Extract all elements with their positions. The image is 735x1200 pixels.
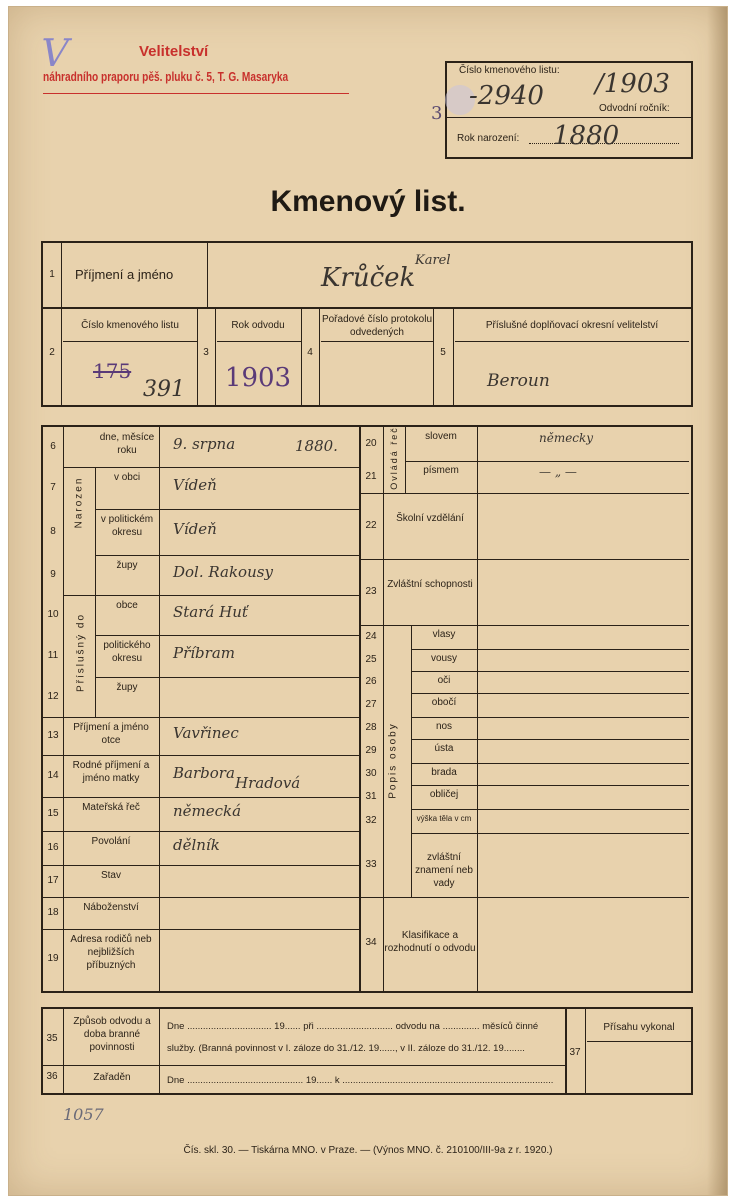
right-row-label: zvláštní znamení neb vady <box>415 852 473 889</box>
right-row-label: Školní vzdělání <box>396 513 464 524</box>
row2-odvod-label: Rok odvodu <box>231 320 285 331</box>
stamp-line-1: Velitelství <box>139 43 209 60</box>
left-row-num: 11 <box>47 650 59 661</box>
right-row-label: obočí <box>431 697 457 708</box>
left-row-value: německá <box>173 802 242 820</box>
left-row-label: župy <box>116 560 138 571</box>
row37-num: 37 <box>569 1047 581 1058</box>
row36-line: Dne ............................................ 19...... k ................................................................................ <box>167 1075 554 1086</box>
row2-cislo-new: 391 <box>143 377 185 402</box>
left-row-num: 10 <box>47 609 59 620</box>
stamp-underline <box>43 93 349 94</box>
left-row-label: Stav <box>100 870 121 881</box>
right-row-label: písmem <box>423 465 459 476</box>
row36-label: Zařaděn <box>93 1072 131 1083</box>
row2-poradove-label: Pořadové číslo protokolu odvedených <box>321 314 433 338</box>
right-row-label: ústa <box>434 743 454 754</box>
row2-odvod-value: 1903 <box>224 363 292 393</box>
torn-edge <box>707 7 727 1195</box>
left-row-label: župy <box>116 682 138 693</box>
right-row-label: oči <box>437 675 451 686</box>
cislo-label: Číslo kmenového listu: <box>459 65 560 76</box>
right-row-label: vlasy <box>432 629 456 640</box>
left-row-num: 17 <box>47 875 59 886</box>
stamp-line-2: náhradního praporu pěš. pluku č. 5, T. G. Masaryka <box>43 69 289 84</box>
left-row-label: v politickém okresu <box>100 514 154 538</box>
cislo-value: -2940 <box>469 81 544 111</box>
left-row-label: v obci <box>113 472 141 483</box>
left-row-num: 14 <box>47 770 59 781</box>
right-row-num: 29 <box>365 745 377 756</box>
row4-num: 4 <box>307 347 313 358</box>
row1-firstname: Karel <box>415 253 451 268</box>
row2-cislo-label: Číslo kmenového listu <box>81 320 179 331</box>
right-row-num: 30 <box>365 768 377 779</box>
row2-velitelstvi-label: Příslušné doplňovací okresní velitelství <box>485 320 659 331</box>
left-row-extra: 1880. <box>295 437 338 455</box>
left-row-value: Vavřinec <box>173 724 239 742</box>
row2-velitelstvi-value: Beroun <box>487 371 550 391</box>
left-row-num: 18 <box>47 907 59 918</box>
left-row-num: 13 <box>47 730 59 741</box>
right-row-num: 27 <box>365 699 377 710</box>
left-row-value: Dol. Rakousy <box>173 563 273 581</box>
left-row-num: 7 <box>50 482 56 493</box>
left-row-num: 19 <box>47 953 59 964</box>
row5-num: 5 <box>440 347 446 358</box>
left-row-label: Povolání <box>91 836 131 847</box>
left-row-extra: Hradová <box>235 774 301 792</box>
right-row-num: 24 <box>365 631 377 642</box>
left-row-label: Adresa rodičů neb nejbližších příbuzných <box>70 934 152 971</box>
left-row-num: 12 <box>47 691 59 702</box>
right-row-num: 33 <box>365 859 377 870</box>
right-row-num: 21 <box>365 471 377 482</box>
right-row-num: 32 <box>365 815 377 826</box>
right-row-label: výška těla v cm <box>416 814 472 823</box>
right-row-num: 31 <box>365 791 377 802</box>
left-row-num: 16 <box>47 842 59 853</box>
row35-line-a: Dne ................................ 19...... při ............................. odvodu na .............. měsíců činné <box>167 1021 539 1032</box>
document-sheet <box>8 6 728 1196</box>
left-row-value: dělník <box>173 836 220 854</box>
right-row-num: 34 <box>365 937 377 948</box>
row2-cislo-struck: 175 <box>93 359 132 383</box>
right-row-label: obličej <box>429 789 459 800</box>
right-row-label: nos <box>435 721 453 732</box>
right-row-label: vousy <box>430 653 458 664</box>
left-row-value: 9. srpna <box>173 435 236 453</box>
left-row-num: 15 <box>47 808 59 819</box>
left-row-value: Příbram <box>173 644 235 662</box>
right-row-value: německy <box>539 431 594 445</box>
right-row-num: 23 <box>365 586 377 597</box>
left-row-value: Vídeň <box>173 520 217 538</box>
cislo-prefix: 3 <box>431 103 443 124</box>
left-row-label: obce <box>116 600 138 611</box>
rocnik-value: /1903 <box>595 69 670 99</box>
rocnik-label: Odvodní ročník: <box>599 103 670 114</box>
left-row-num: 6 <box>50 441 56 452</box>
row1-surname: Krůček <box>321 263 416 293</box>
handwritten-note: 1057 <box>63 1105 104 1124</box>
right-row-num: 28 <box>365 722 377 733</box>
left-row-value: Vídeň <box>173 476 217 494</box>
row1-label: Příjmení a jméno <box>75 267 174 282</box>
page-title: Kmenový list. <box>270 185 466 218</box>
row2-num: 2 <box>49 347 55 358</box>
narozeni-label: Rok narození: <box>457 133 520 144</box>
row35-label: Způsob odvodu a doba branné povinnosti <box>73 1016 151 1053</box>
footer-text: Čís. skl. 30. — Tiskárna MNO. v Praze. — (Výnos MNO. č. 210100/III-9a z r. 1920.) <box>183 1145 553 1156</box>
ovlada-group: Ovládá řeč <box>389 426 399 490</box>
narozeni-value: 1880 <box>553 121 620 151</box>
left-row-value: Stará Huť <box>173 603 248 621</box>
row35-num: 35 <box>46 1033 58 1044</box>
row1-num: 1 <box>49 269 55 280</box>
row36-num: 36 <box>46 1071 58 1082</box>
left-row-label: Mateřská řeč <box>82 802 140 813</box>
right-row-num: 26 <box>365 676 377 687</box>
check-mark: V <box>36 31 74 75</box>
left-row-label: politického okresu <box>103 640 151 664</box>
right-row-num: 20 <box>365 438 377 449</box>
left-row-num: 9 <box>50 569 56 580</box>
left-row-value: Barbora <box>173 764 235 782</box>
right-row-value: — „ — <box>539 465 577 479</box>
left-row-label: Rodné příjmení a jméno matky <box>72 760 150 784</box>
right-row-label: Zvláštní schopnosti <box>387 579 473 590</box>
right-row-label: Klasifikace a rozhodnutí o odvodu <box>384 930 476 954</box>
left-row-label: Náboženství <box>83 902 139 913</box>
right-row-label: brada <box>431 767 457 778</box>
popis-group: Popis osoby <box>387 722 399 799</box>
right-row-num: 25 <box>365 654 377 665</box>
left-row-label: dne, měsíce roku <box>99 432 155 456</box>
row35-line-b: služby. (Branná povinnost v I. záloze do 31./12. 19......, v II. záloze do 31./12. 19........ <box>167 1043 525 1054</box>
row37-label: Přísahu vykonal <box>603 1022 675 1033</box>
narozen-group: Narozen <box>73 476 85 529</box>
right-row-label: slovem <box>425 431 457 442</box>
right-row-num: 22 <box>365 520 377 531</box>
left-row-num: 8 <box>50 526 56 537</box>
left-row-label: Příjmení a jméno otce <box>73 722 149 746</box>
row3-num: 3 <box>203 347 209 358</box>
prislusi-group: Příslušný do <box>75 612 87 693</box>
